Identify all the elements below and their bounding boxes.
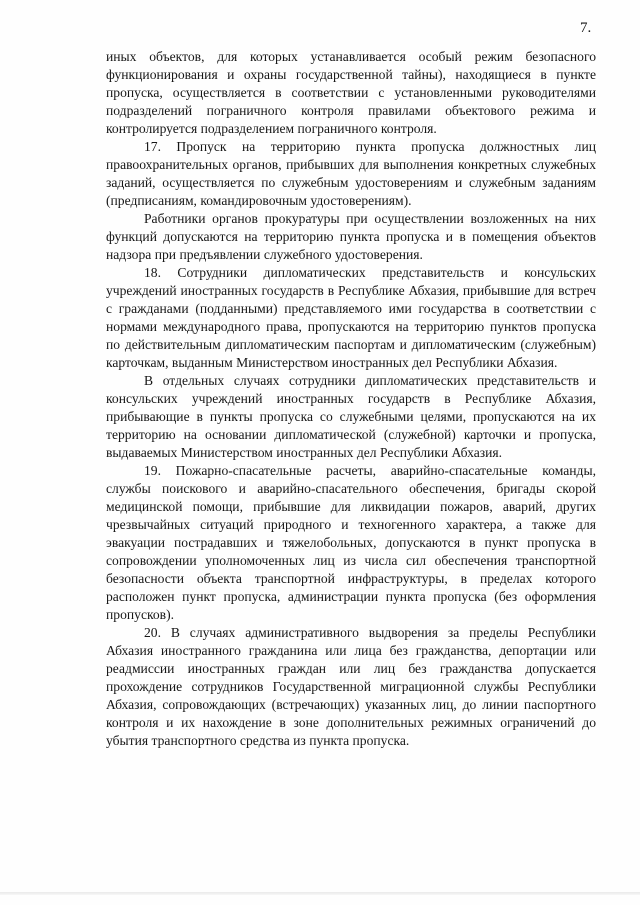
paragraph-clause-18: 18. Сотрудники дипломатических представительств и консульских учреждений иностранных государств в Республике Абхазия, прибывшие для встреч с гражданами (подданными) представляемого ими государства в соответствии с нормами международного права, пропускаются на территорию пунктов пропуска по действительным дипломатическим паспортам и дипломатическим (служебным) карточкам, выданным Министерством иностранных дел Республики Абхазия. bbox=[106, 265, 596, 370]
paragraph-continuation: иных объектов, для которых устанавливается особый режим безопасного функционирования и охраны государственной тайны), находящиеся в пункте пропуска, осуществляется в соответствии с установленными руководителями подразделений пограничного контроля правилами объектового режима и контролируется подразделением пограничного контроля. bbox=[106, 49, 596, 136]
paragraph-clause-19: 19. Пожарно-спасательные расчеты, аварийно-спасательные команды, службы поискового и аварийно-спасательного обеспечения, бригады скорой медицинской помощи, прибывшие для ликвидации пожаров, аварий, других чрезвычайных ситуаций природного и техногенного характера, а также для эвакуации пострадавших и тяжелобольных, допускаются в пункт пропуска в сопровождении уполномоченных лиц из числа сил обеспечения транспортной безопасности объекта транспортной инфраструктуры, в пределах которого расположен пункт пропуска, администрации пункта пропуска (без оформления пропусков). bbox=[106, 463, 596, 622]
paragraph-clause-20: 20. В случаях административного выдворения за пределы Республики Абхазия иностранного гражданина или лица без гражданства, депортации или реадмиссии иностранных граждан или лиц без гражданства допускается прохождение сотрудников Государственной миграционной службы Республики Абхазия, сопровождающих (встречающих) указанных лиц, до линии паспортного контроля и их нахождение в зоне дополнительных режимных ограничений до убытия транспортного средства из пункта пропуска. bbox=[106, 625, 596, 748]
page-number: 7. bbox=[580, 20, 592, 36]
paragraph-clause-17: 17. Пропуск на территорию пункта пропуска должностных лиц правоохранительных органов, прибывших для выполнения конкретных служебных заданий, осуществляется по служебным удостоверениям и служебным заданиям (предписаниям, командировочным удостоверениям). bbox=[106, 139, 596, 208]
body-text bbox=[106, 48, 596, 750]
paragraph-prosecutors: Работники органов прокуратуры при осуществлении возложенных на них функций допускаются на территорию пункта пропуска и в помещения объектов надзора при предъявлении служебного удостоверения. bbox=[106, 211, 596, 262]
paragraph-diplomatic-exceptions: В отдельных случаях сотрудники дипломатических представительств и консульских учреждений иностранных государств в Республике Абхазия, прибывающие в пункты пропуска со служебными целями, пропускаются на их территорию на основании дипломатической (служебной) карточки и пропуска, выдаваемых Министерством иностранных дел Республики Абхазия. bbox=[106, 373, 596, 460]
scan-edge bbox=[0, 892, 640, 895]
